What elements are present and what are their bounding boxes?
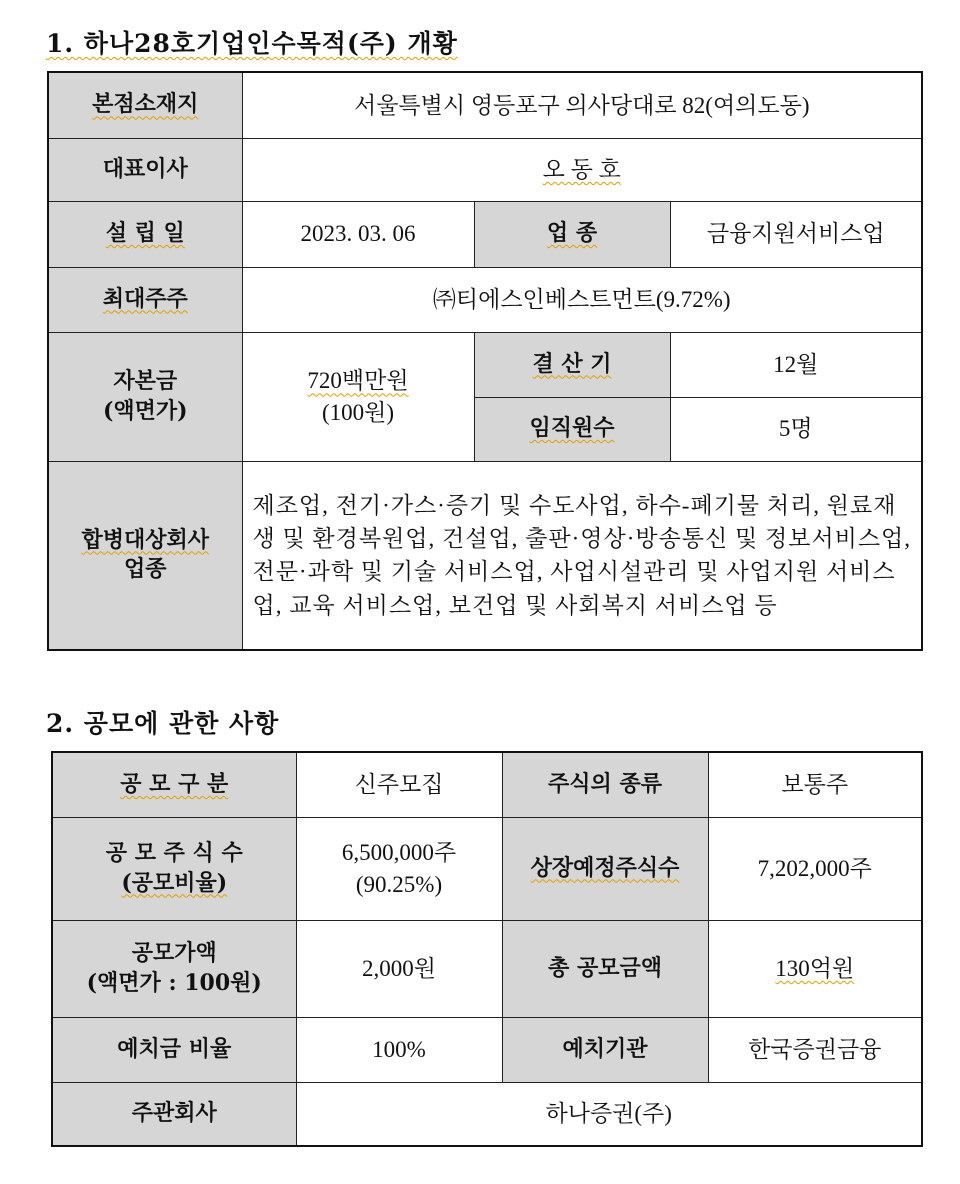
deposit-ratio-value: 100% bbox=[296, 1017, 502, 1082]
merger-target-label bbox=[48, 461, 242, 650]
table-row bbox=[52, 920, 922, 1017]
capital-label bbox=[48, 332, 242, 461]
table-row bbox=[48, 332, 922, 397]
merger-target-label-line1: 합병대상회사 bbox=[81, 526, 209, 553]
offering-price-label-line1: 공모가액 bbox=[131, 939, 217, 966]
deposit-ratio-label: 예치금 비율 bbox=[52, 1017, 296, 1082]
lead-manager-value: 하나증권(주) bbox=[296, 1082, 922, 1146]
industry-label: 업 종 bbox=[474, 201, 670, 267]
stock-kind-value: 보통주 bbox=[708, 752, 922, 817]
table-row bbox=[48, 201, 922, 267]
table-row bbox=[48, 461, 922, 650]
offering-type-label: 공 모 구 분 bbox=[52, 752, 296, 817]
table-row bbox=[48, 267, 922, 332]
offering-price-label bbox=[52, 920, 296, 1017]
offering-table bbox=[51, 751, 923, 1147]
capital-label-line2: (액면가) bbox=[102, 397, 188, 424]
major-shareholder-value: ㈜티에스인베스트먼트(9.72%) bbox=[242, 267, 922, 332]
total-offering-value: 130억원 bbox=[708, 920, 922, 1017]
staff-label: 임직원수 bbox=[474, 397, 670, 461]
depositary-value: 한국증권금융 bbox=[708, 1017, 922, 1082]
ceo-value: 오 동 호 bbox=[242, 138, 922, 201]
table-row bbox=[52, 1082, 922, 1146]
merger-target-value: 제조업, 전기·가스·증기 및 수도사업, 하수-폐기물 처리, 원료재생 및 환경복원업, 건설업, 출판·영상·방송통신 및 정보서비스업, 전문·과학 및 기술 서비스업, 사업시설관리 및 사업지원 서비스업, 교육 서비스업, 보건업 및 사회복지 서비스업 등 bbox=[242, 461, 922, 650]
major-shareholder-label: 최대주주 bbox=[48, 267, 242, 332]
offering-shares-value-line1: 6,500,000주 bbox=[341, 840, 457, 866]
capital-value-line2: (100원) bbox=[321, 399, 395, 425]
offering-shares-value bbox=[296, 817, 502, 920]
section-2-title: 2. 공모에 관한 사항 bbox=[46, 709, 280, 738]
established-label: 설 립 일 bbox=[48, 201, 242, 267]
depositary-label: 예치기관 bbox=[502, 1017, 708, 1082]
industry-value: 금융지원서비스업 bbox=[670, 201, 922, 267]
capital-value bbox=[242, 332, 474, 461]
hq-label: 본점소재지 bbox=[48, 72, 242, 138]
lead-manager-label: 주관회사 bbox=[52, 1082, 296, 1146]
table-row bbox=[52, 752, 922, 817]
offering-price-value: 2,000원 bbox=[296, 920, 502, 1017]
established-value: 2023. 03. 06 bbox=[242, 201, 474, 267]
merger-target-label-line2: 업종 bbox=[123, 556, 167, 583]
listed-shares-label: 상장예정주식수 bbox=[502, 817, 708, 920]
table-row bbox=[48, 138, 922, 201]
hq-value: 서울특별시 영등포구 의사당대로 82(여의도동) bbox=[242, 72, 922, 138]
offering-type-value: 신주모집 bbox=[296, 752, 502, 817]
table-row bbox=[52, 817, 922, 920]
table-row bbox=[48, 72, 922, 138]
stock-kind-label: 주식의 종류 bbox=[502, 752, 708, 817]
total-offering-label: 총 공모금액 bbox=[502, 920, 708, 1017]
offering-shares-label-line2: (공모비율) bbox=[121, 869, 228, 896]
offering-shares-label bbox=[52, 817, 296, 920]
table-row bbox=[52, 1017, 922, 1082]
company-overview-table bbox=[47, 71, 923, 651]
listed-shares-value: 7,202,000주 bbox=[708, 817, 922, 920]
fiscal-value: 12월 bbox=[670, 332, 922, 397]
capital-label-line1: 자본금 bbox=[113, 367, 178, 394]
staff-value: 5명 bbox=[670, 397, 922, 461]
offering-shares-value-line2: (90.25%) bbox=[355, 871, 443, 897]
offering-price-label-line2: (액면가 : 100원) bbox=[86, 969, 262, 996]
ceo-label: 대표이사 bbox=[48, 138, 242, 201]
section-1-title: 1. 하나28호기업인수목적(주) 개황 bbox=[46, 29, 458, 58]
fiscal-label: 결 산 기 bbox=[474, 332, 670, 397]
offering-shares-label-line1: 공 모 주 식 수 bbox=[105, 839, 243, 866]
capital-value-line1: 720백만원 bbox=[307, 368, 409, 394]
